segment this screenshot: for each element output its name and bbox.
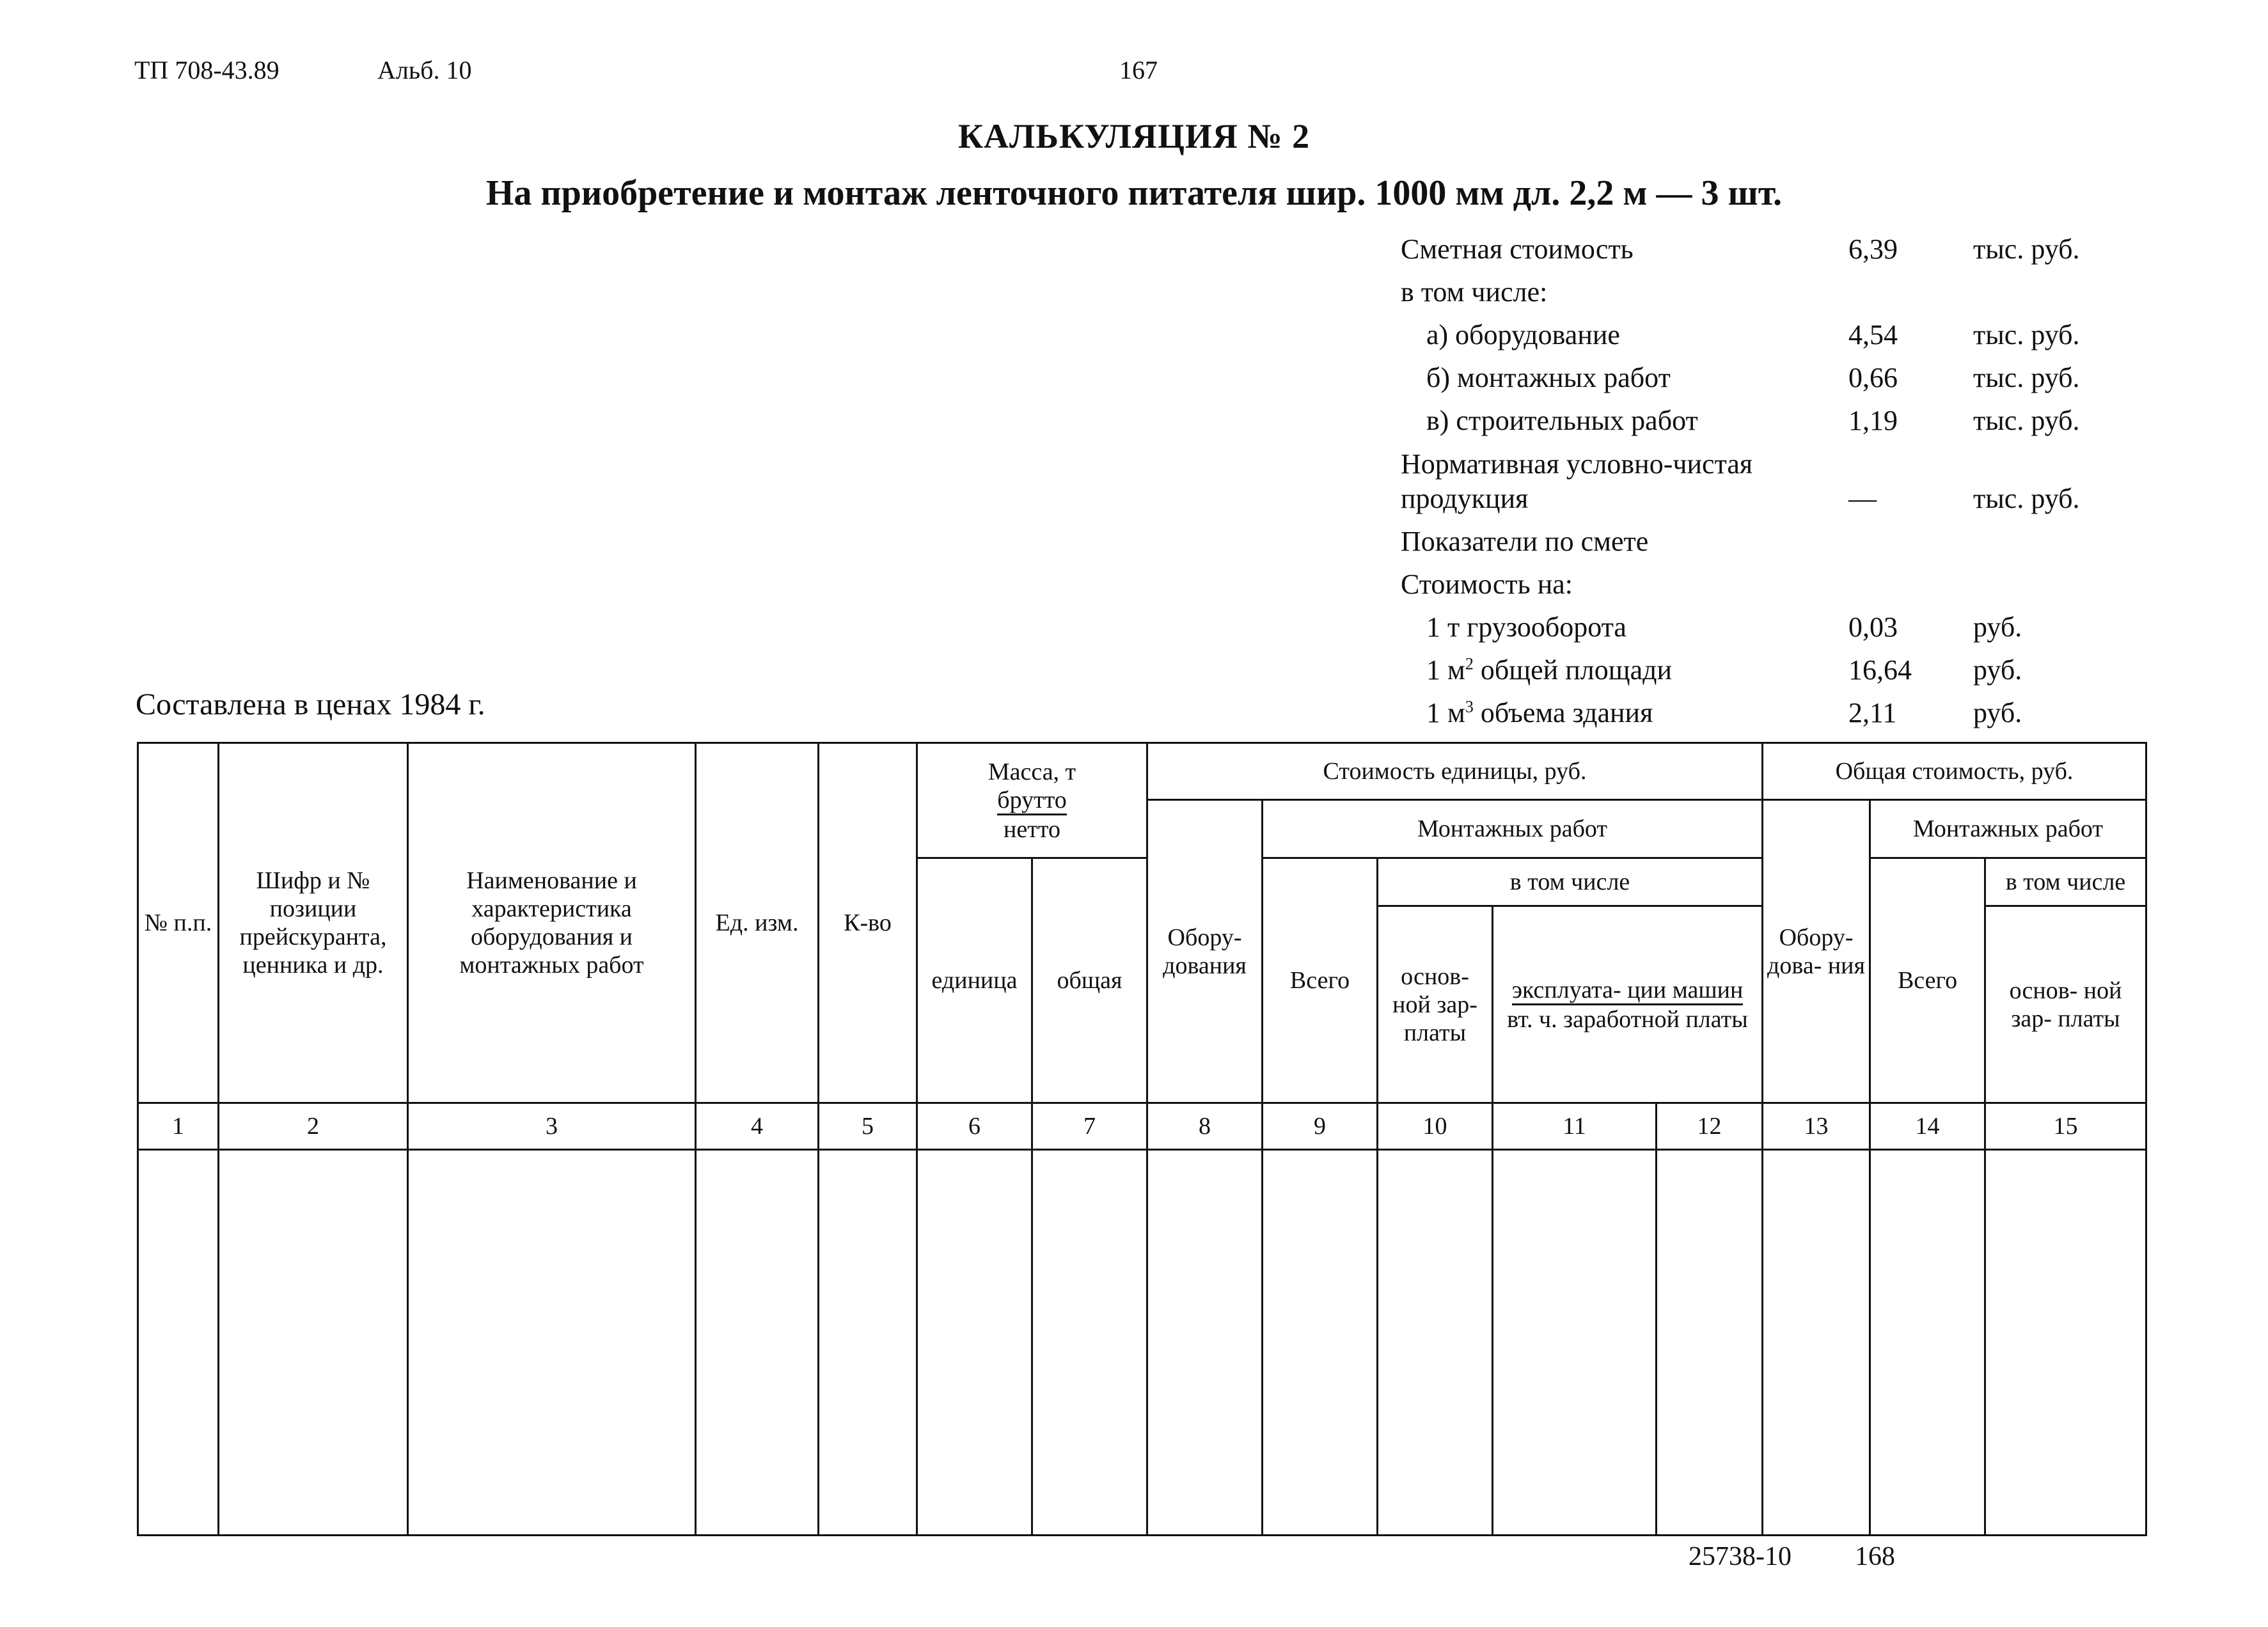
header-unit-incl: в том числе [1378,858,1763,906]
header-total-incl: в том числе [1985,858,2146,906]
header-unit-wages: основ- ной зар- платы [1378,906,1493,1103]
summary-normative [1401,442,2168,520]
summary-label: в) строительных работ [1426,405,1698,436]
mass-netto: нетто [1004,815,1060,843]
summary-label: в том числе: [1401,276,1548,308]
header-mass-total: общая [1032,858,1147,1103]
column-number: 8 [1147,1103,1263,1150]
summary-unit: руб. [1973,611,2022,643]
header-total-equipment: Обору- дова- ния [1763,800,1870,1103]
table-cell [408,1150,696,1536]
header-col-name: Наименование и характеристика оборудования и монтажных работ [408,743,696,1103]
summary-installation [1401,356,2168,399]
header-col-unit: Ед. изм. [696,743,819,1103]
unit-exponent: 2 [1465,654,1474,673]
unit-suffix: общей площади [1473,654,1673,686]
table-cell [1763,1150,1870,1536]
column-number: 5 [819,1103,917,1150]
summary-per-m3 [1401,691,2168,734]
cost-summary [1401,228,2168,734]
machines-label: эксплуата- ции машин [1512,977,1744,1005]
summary-estimated-cost [1401,228,2168,271]
column-number: 10 [1378,1103,1493,1150]
summary-per-ton [1401,606,2168,648]
summary-value: — [1848,483,1877,514]
column-number: 1 [138,1103,219,1150]
summary-label [1426,648,1672,691]
table-cell [1870,1150,1985,1536]
summary-label: Сметная стоимость [1401,233,1634,265]
unit-exponent: 3 [1465,697,1474,716]
footer-document-code: 25738-10 [1689,1542,1792,1571]
calculation-title: КАЛЬКУЛЯЦИЯ № 2 [957,117,1311,155]
summary-value: 4,54 [1848,319,1898,350]
header-row [138,743,2146,800]
mass-brutto: брутто [997,787,1067,815]
summary-unit: руб. [1973,697,2022,728]
table-cell [819,1150,917,1536]
summary-value: 1,19 [1848,405,1898,436]
table-cell [1493,1150,1657,1536]
summary-indicators [1401,520,2168,563]
unit-suffix: объема здания [1473,697,1653,728]
table-cell [917,1150,1032,1536]
summary-unit: руб. [1973,654,2022,686]
table-cell [138,1150,219,1536]
header-col-qty: К-во [819,743,917,1103]
unit-prefix: 1 м [1426,697,1465,728]
summary-unit: тыс. руб. [1973,233,2080,265]
table-cell [1985,1150,2146,1536]
table-cell [1263,1150,1378,1536]
summary-label: 1 т грузооборота [1426,611,1626,643]
table-body-row [138,1150,2146,1536]
column-number: 13 [1763,1103,1870,1150]
summary-value: 0,66 [1848,362,1898,393]
summary-value: 0,03 [1848,611,1898,643]
page-number: 167 [1119,56,1158,84]
mass-label: Масса, т [988,758,1076,785]
summary-per-m2 [1401,648,2168,691]
unit-prefix: 1 м [1426,654,1465,686]
summary-equipment [1401,313,2168,356]
summary-label: а) оборудование [1426,319,1620,350]
header-total-wages: основ- ной зар- платы [1985,906,2146,1103]
summary-label [1426,691,1653,734]
column-number: 14 [1870,1103,1985,1150]
column-number: 9 [1263,1103,1378,1150]
header-col-no: № п.п. [138,743,219,1103]
table-cell [1032,1150,1147,1536]
summary-value: 16,64 [1848,654,1912,686]
column-number: 7 [1032,1103,1147,1150]
summary-value: 2,11 [1848,697,1897,728]
summary-label: Показатели по смете [1401,526,1649,557]
header-total-install-group: Монтажных работ [1870,800,2146,858]
column-number: 6 [917,1103,1032,1150]
summary-unit: тыс. руб. [1973,362,2080,393]
header-unit-machines [1493,906,1763,1103]
header-col-code: Шифр и № позиции прейскуранта, ценника и др. [219,743,408,1103]
column-number: 12 [1657,1103,1763,1150]
summary-unit: тыс. руб. [1973,319,2080,350]
summary-unit: тыс. руб. [1973,483,2080,514]
header-total-cost-group: Общая стоимость, руб. [1763,743,2146,800]
header-unit-install-group: Монтажных работ [1263,800,1763,858]
header-unit-total: Всего [1263,858,1378,1103]
summary-label-line1: Нормативная условно-чистая [1401,448,1753,480]
summary-construction [1401,399,2168,442]
document-code: ТП 708-43.89 [134,56,280,84]
column-number: 15 [1985,1103,2146,1150]
header-unit-cost-group: Стоимость единицы, руб. [1147,743,1763,800]
table-cell [1378,1150,1493,1536]
column-number: 11 [1493,1103,1657,1150]
column-numbers-row [138,1103,2146,1150]
column-number: 2 [219,1103,408,1150]
summary-including [1401,271,2168,313]
summary-cost-per [1401,563,2168,606]
calculation-subtitle: На приобретение и монтаж ленточного питателя шир. 1000 мм дл. 2,2 м — 3 шт. [485,173,1783,213]
table-cell [696,1150,819,1536]
header-total-total: Всего [1870,858,1985,1103]
summary-value: 6,39 [1848,233,1898,265]
summary-unit: тыс. руб. [1973,405,2080,436]
column-number: 3 [408,1103,696,1150]
calculation-table [137,742,2145,1523]
table-cell [219,1150,408,1536]
summary-label: Стоимость на: [1401,569,1573,600]
summary-label-line2: продукция [1401,483,1529,514]
table-cell [1657,1150,1763,1536]
footer-page-number: 168 [1855,1542,1895,1571]
header-unit-equipment: Обору- дования [1147,800,1263,1103]
header-mass-unit: единица [917,858,1032,1103]
machines-wages-label: вт. ч. заработной платы [1507,1005,1748,1033]
summary-label: б) монтажных работ [1426,362,1671,393]
column-number: 4 [696,1103,819,1150]
prices-note: Составлена в ценах 1984 г. [136,688,485,721]
album-label: Альб. 10 [377,56,472,84]
summary-label [1401,447,1752,516]
header-mass-group [917,743,1147,858]
table-cell [1147,1150,1263,1536]
